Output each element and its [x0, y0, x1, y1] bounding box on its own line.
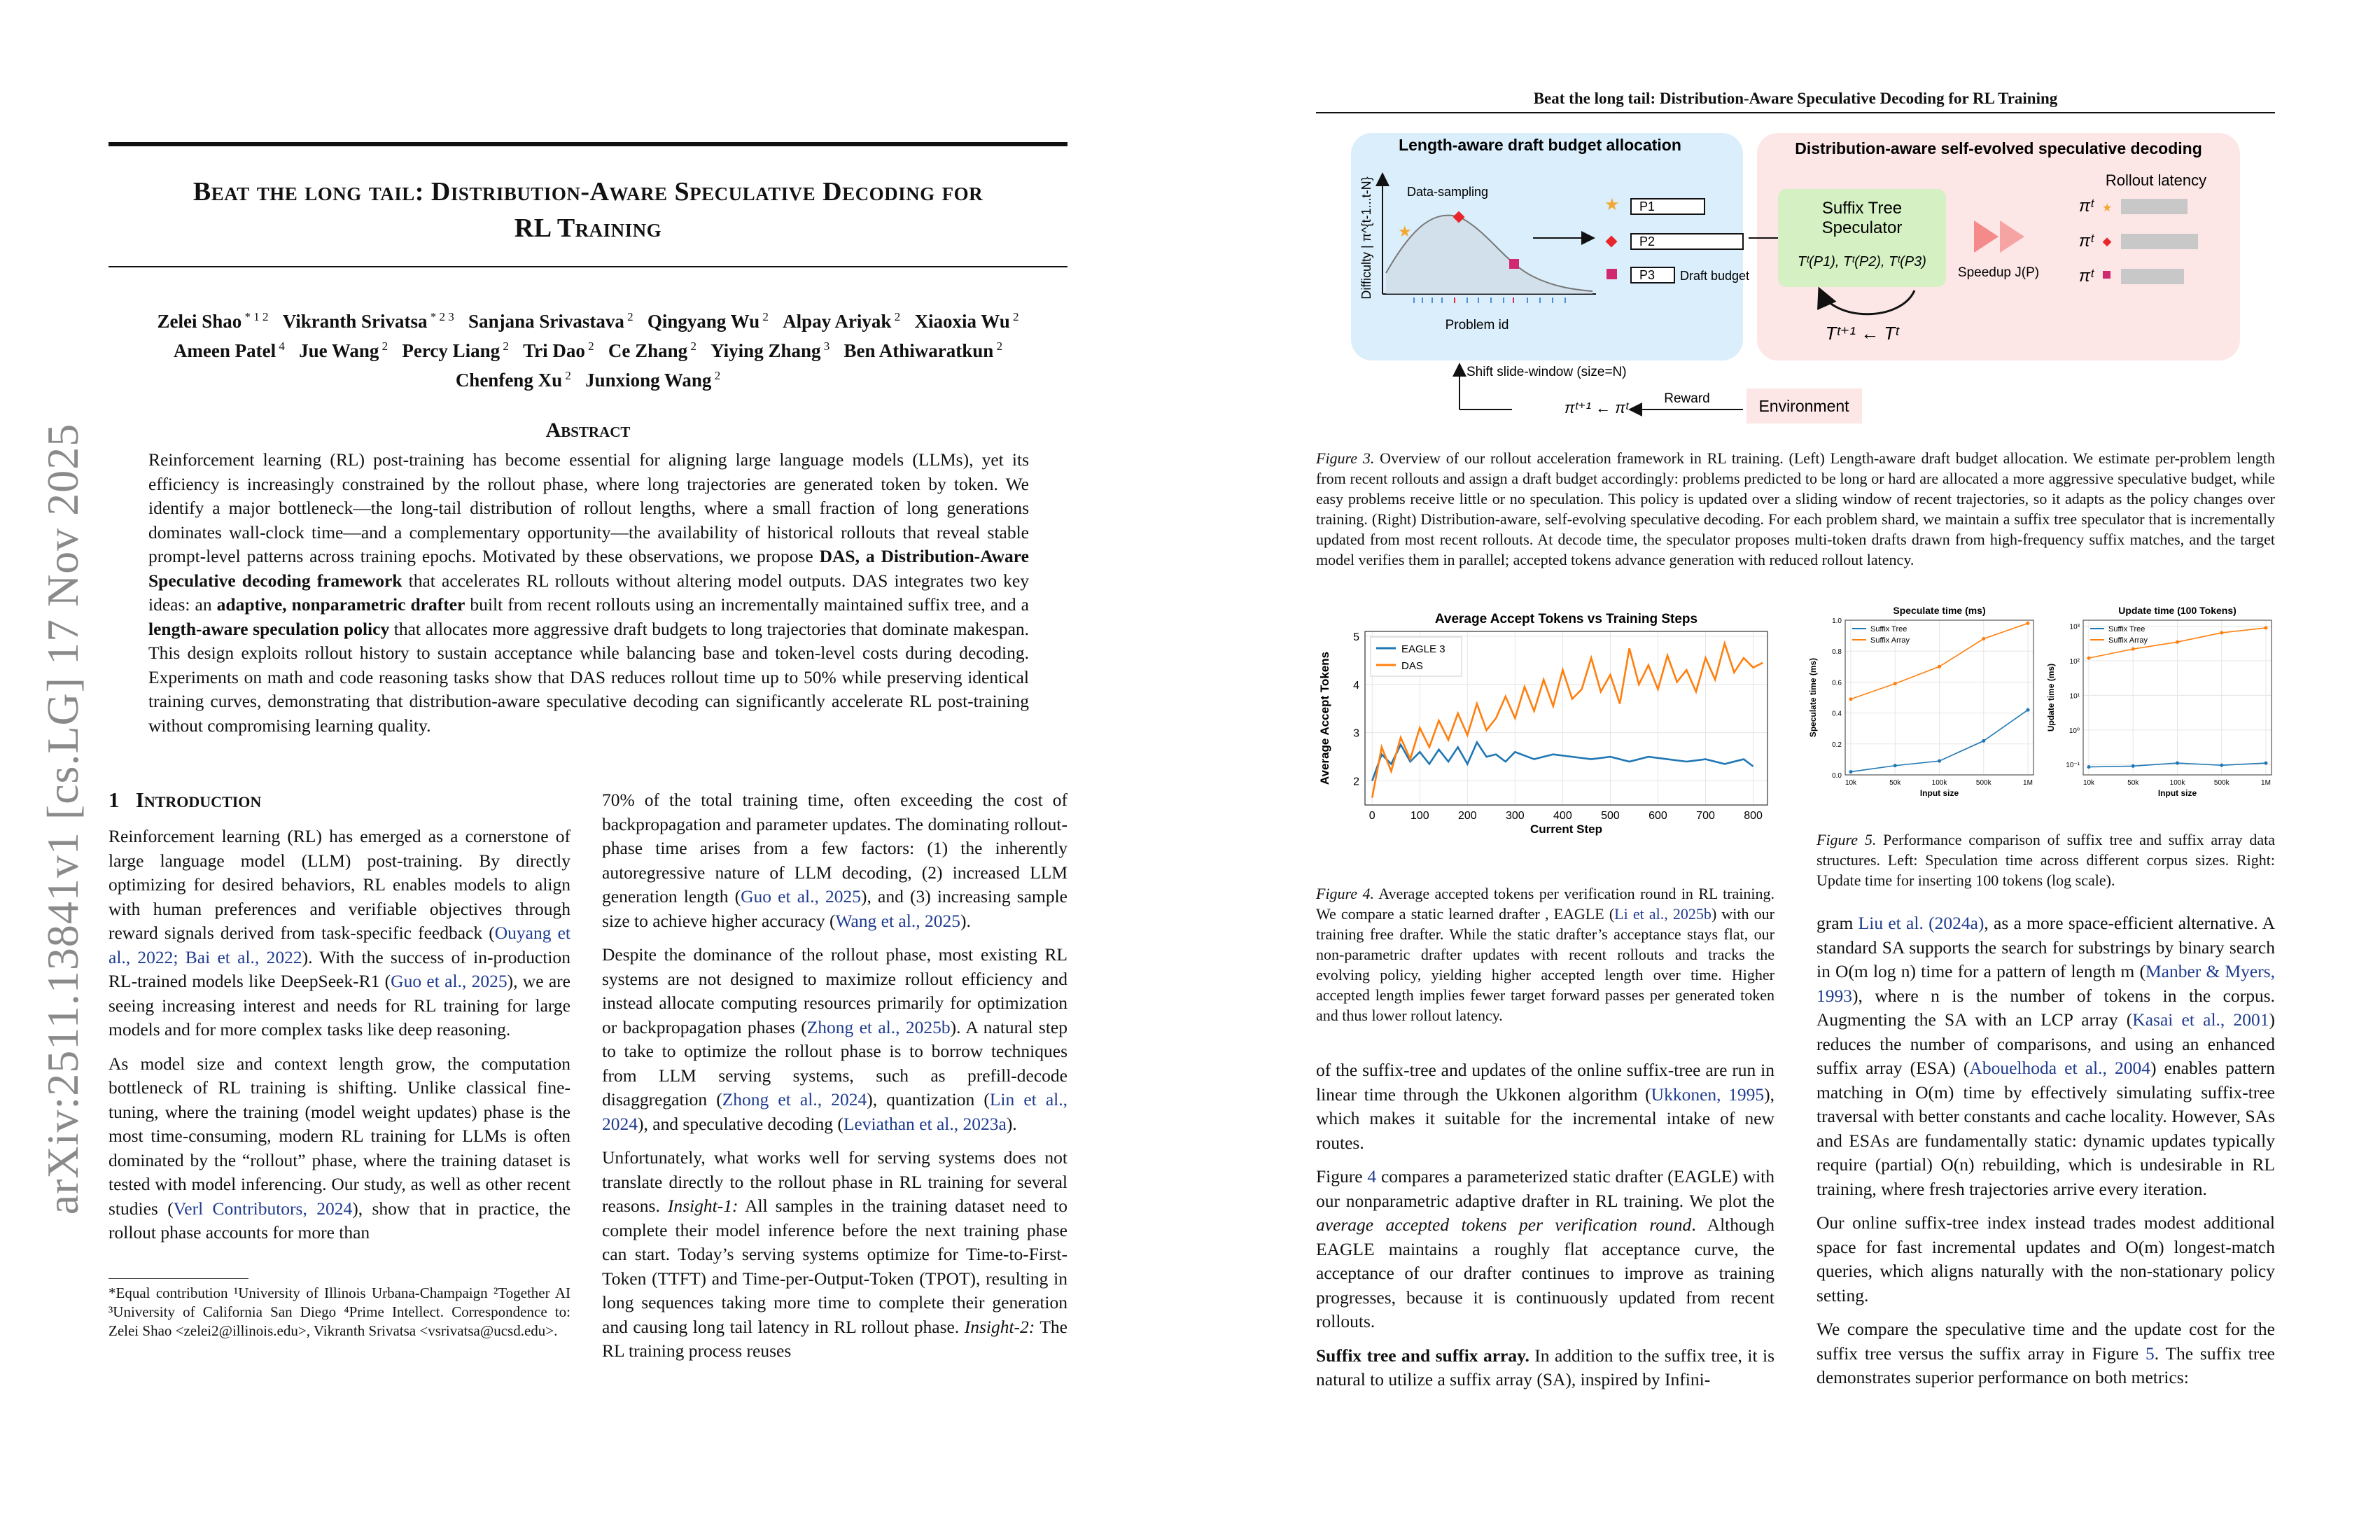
right-panel-title: Distribution-aware self-evolved speculative decoding	[1795, 139, 2202, 158]
abstract-body	[148, 448, 1029, 738]
author-affiliation: 2	[624, 310, 634, 323]
x-axis-label: Current Step	[1530, 822, 1602, 836]
y-tick-label: 2	[1353, 776, 1359, 788]
y-tick-label: 4	[1353, 679, 1359, 692]
row-p3-square-icon	[1606, 269, 1617, 279]
author-line	[133, 334, 1043, 363]
author: Sanjana Srivastava $^2$	[468, 310, 634, 332]
y-tick-label: 10⁻¹	[2066, 762, 2080, 770]
author-affiliation: 4	[276, 340, 285, 353]
y-tick-label: 0.8	[1832, 648, 1842, 657]
middle-column	[602, 788, 1068, 1373]
arxiv-stamp-text: arXiv:2511.13841v1 [cs.LG] 17 Nov 2025	[38, 423, 88, 1215]
data-point	[2087, 765, 2091, 769]
paper-title	[108, 174, 1068, 246]
author: Chenfeng Xu $^2$	[455, 369, 571, 391]
figure-5-ref[interactable]: 5	[2145, 1343, 2155, 1364]
x-tick-label: 500	[1601, 810, 1620, 822]
tree-update-label: Tᵗ⁺¹ ← Tᵗ	[1825, 323, 1899, 344]
pi-p2-label: πᵗ	[2079, 232, 2094, 251]
figure-4-label: Figure 4.	[1316, 885, 1374, 902]
figure-3-caption	[1316, 448, 2275, 570]
author: Yiying Zhang $^3$	[710, 340, 830, 361]
running-header: Beat the long tail: Distribution-Aware Speculative Decoding for RL Training	[1533, 90, 2058, 107]
figure-4-ref[interactable]: 4	[1367, 1166, 1377, 1186]
mid-paragraph-2: Despite the dominance of the rollout phase, most existing RL systems are not designed to maximize rollout efficiency and instead allocate computing resources primarily for optimization or backpropagation phases (Zhong et al., 2025b). A natural step to take to optimize the rollout phase is to borrow techniques from LLM serving systems, such as prefill-decode disaggregation (Zhong et al., 2024), quantization (Lin et al., 2024), and speculative decoding (Leviathan et al., 2023a).	[602, 944, 1068, 1134]
figure-3-diagram	[1330, 126, 2261, 427]
speculator-title-1: Suffix Tree	[1821, 199, 1903, 218]
author-affiliation: 2	[993, 340, 1003, 353]
reward-label: Reward	[1664, 391, 1710, 406]
author: Tri Dao $^2$	[523, 340, 594, 361]
author-affiliation: 2	[1009, 310, 1019, 323]
p1-label: P1	[1639, 200, 1656, 214]
abstract-bold-1: DAS, a Distribution-Aware Speculative decoding framework	[148, 546, 1029, 591]
author-line	[133, 304, 1043, 334]
data-point	[2176, 640, 2179, 644]
mid-paragraph-3: Unfortunately, what works well for serving systems does not translate directly to the rollout phase in RL training for several reasons. Insight-1: All samples in the training dataset need to complete their model inference before the next training phase can start. Today’s serving systems optimize for Time-to-First-Token (TTFT) and Time-per-Output-Token (TPOT), resulting in long sequences taking more time to complete their generation and causing long tail latency in RL rollout phase. Insight-2: The RL training process reuses	[602, 1147, 1068, 1361]
citation-lin[interactable]: Lin et al., 2024	[602, 1089, 1068, 1134]
figure-5-left-chart	[1806, 603, 2040, 803]
data-point	[1893, 764, 1897, 767]
figure-3-caption-text: Overview of our rollout acceleration framework in RL training. (Left) Length-aware draft budget allocation. We estimate per-problem length from recent rollouts and assign a draft budget accordingly: problems predicted to be long or hard are allocated a more aggressive speculative budget, while easy problems receive little or no speculation. This policy is updated over a sliding window of recent trajectories, so it adapts as the policy changes over training. (Right) Distribution-aware, self-evolving speculative decoding. For each problem shard, we maintain a suffix tree speculator that is incrementally updated from most recent rollouts. At decode time, the speculator proposes multi-token drafts drawn from high-frequency suffix matches, and the target model verifies them in parallel; accepted tokens advance generation with reduced rollout latency.	[1316, 449, 2276, 568]
data-point	[1849, 770, 1853, 774]
intro-heading-number: 1	[108, 788, 120, 812]
speculator-sets: Tᵗ(P1), Tᵗ(P2), Tᵗ(P3)	[1798, 254, 1926, 270]
latency-bar-p3	[2121, 269, 2184, 284]
author-affiliation: 2	[760, 310, 769, 323]
y-tick-label: 0.6	[1832, 679, 1842, 687]
x-tick-label: 700	[1696, 810, 1715, 822]
title-bottom-rule	[108, 266, 1068, 267]
pi-p3-square-icon	[2103, 271, 2110, 279]
mid-paragraph-1: 70% of the total training time, often exceeding the cost of backpropagation and parameter updates. The dominating rollout-phase time arises from a few factors: (1) the inherently autoregressive nature of LLM decoding, (2) increased LLM generation length (Guo et al., 2025), and (3) increasing sample size to achieve higher accuracy (Wang et al., 2025).	[602, 790, 1068, 931]
figure-5-caption	[1816, 830, 2275, 890]
x-tick-label: 300	[1505, 810, 1525, 822]
legend-label: EAGLE 3	[1401, 643, 1446, 655]
difficulty-axis-label: Difficulty | π^{t-1...t-N}	[1359, 176, 1373, 300]
citation-kasai[interactable]: Kasai et al., 2001	[2132, 1009, 2269, 1030]
title-line-2: RL Training	[514, 214, 662, 243]
rollout-latency-label: Rollout latency	[2105, 172, 2207, 189]
x-axis-label: Input size	[2157, 788, 2197, 798]
x-tick-label: 400	[1553, 810, 1572, 822]
citation-guo-2[interactable]: Guo et al., 2025	[741, 886, 862, 906]
author-line	[133, 363, 1043, 393]
y-axis-label: Average Accept Tokens	[1318, 651, 1331, 785]
data-point	[2220, 631, 2223, 634]
y-tick-label: 0.4	[1832, 710, 1842, 718]
intro-paragraph-1: Reinforcement learning (RL) has emerged as a cornerstone of large language model (LLM) post-training. By directly optimizing for desired behaviors, RL enables models to align with human preferences and verifiable objectives through reward signals derived from task-specific feedback (Ouyang et al., 2022; Bai et al., 2022). With the success of in-production RL-trained models like DeepSeek-R1 (Guo et al., 2025), we are seeing increasing interest and needs for RL training for large models and for more complex tasks like deep reasoning.	[108, 826, 571, 1040]
y-tick-label: 10¹	[2069, 692, 2080, 701]
y-tick-label: 0.2	[1832, 741, 1842, 749]
x-tick-label: 50k	[1889, 779, 1901, 787]
arxiv-stamp	[21, 423, 105, 1215]
abstract-heading: Abstract	[545, 419, 631, 442]
author-affiliation: 2	[500, 340, 509, 353]
legend-label: Suffix Array	[1870, 636, 1910, 645]
left-panel-title: Length-aware draft budget allocation	[1399, 136, 1681, 154]
citation-li[interactable]: Li et al., 2025b	[1614, 905, 1712, 923]
figure-4-chart	[1316, 609, 1774, 840]
x-tick-label: 10k	[2082, 779, 2095, 787]
data-point	[2087, 657, 2091, 660]
citation-guo[interactable]: Guo et al., 2025	[391, 971, 507, 991]
x-tick-label: 500k	[1975, 779, 1991, 787]
right-b-paragraph-1: gram Liu et al. (2024a), as a more space-efficient alternative. A standard SA supports the search for substrings by binary search in O(m log n) time for a pattern of length m (Manber & Myers, 1993), where n is the number of tokens in the corpus. Augmenting the SA with an LCP array (Kasai et al., 2001) reduces the number of comparisons, and using an enhanced suffix array (ESA) (Abouelhoda et al., 2004) enables pattern matching in O(m) time by effectively simulating suffix-tree traversal with better constants and cache locality. However, SAs and ESAs are fundamentally static: dynamic updates typically require (partial) O(n) rebuilding, which is undesirable in RL training, where fresh trajectories arrive every iteration.	[1816, 913, 2275, 1199]
citation-zhong-2024[interactable]: Zhong et al., 2024	[722, 1089, 867, 1110]
data-point	[2264, 762, 2268, 765]
data-point	[1938, 665, 1941, 668]
suffix-heading: Suffix tree and suffix array.	[1316, 1345, 1530, 1366]
data-point	[2176, 762, 2179, 765]
data-point	[1938, 760, 1941, 763]
x-tick-label: 1M	[2023, 779, 2033, 787]
p3-label: P3	[1639, 268, 1656, 282]
intro-heading	[108, 788, 261, 813]
figure-3-label: Figure 3.	[1316, 449, 1375, 467]
x-tick-label: 100k	[1931, 779, 1947, 787]
citation-manber[interactable]: Manber & Myers, 1993	[1816, 961, 2275, 1006]
title-top-rule	[108, 142, 1068, 146]
author-affiliation: * 1 2	[241, 310, 269, 323]
latency-bar-p2	[2121, 234, 2198, 249]
y-tick-label: 10²	[2069, 658, 2080, 666]
author-affiliation: 3	[820, 340, 830, 353]
intro-paragraph-2: As model size and context length grow, the computation bottleneck of RL training is shifting. Unlike classical fine-tuning, where the training (model weight updates) phase is the most time-consuming, modern RL training for LLMs is often dominated by the “rollout” phase, where the training dataset is tested with model inferencing. Our study, as well as other recent studies (Verl Contributors, 2024), show that in practice, the rollout phase accounts for more than	[108, 1053, 571, 1242]
x-tick-label: 0	[1368, 810, 1376, 822]
abstract-bold-3: length-aware speculation policy	[148, 618, 390, 639]
chart-title: Speculate time (ms)	[1893, 605, 1986, 616]
figure-5-caption-text: Performance comparison of suffix tree and suffix array data structures. Left: Speculation time across different corpus sizes. Right: Update time for inserting 100 tokens (log scale).	[1816, 831, 2275, 889]
abstract-text-3: built from recent rollouts using an incrementally maintained suffix tree, and a	[465, 594, 1029, 615]
y-tick-label: 10³	[2069, 623, 2080, 631]
citation-leviathan[interactable]: Leviathan et al., 2023a	[843, 1113, 1007, 1134]
data-point	[1982, 637, 1985, 640]
pi-p1-star-icon: ★	[2102, 202, 2113, 214]
citation-abouelhoda[interactable]: Abouelhoda et al., 2004	[1969, 1058, 2150, 1078]
citation-zhong-2025b[interactable]: Zhong et al., 2025b	[806, 1016, 951, 1037]
x-tick-label: 500k	[2213, 779, 2230, 787]
data-point	[2132, 648, 2135, 651]
y-tick-label: 0.0	[1832, 772, 1842, 780]
author-affiliation: 2	[584, 340, 594, 353]
x-tick-label: 100k	[2169, 779, 2185, 787]
p2-label: P2	[1639, 234, 1656, 248]
speedup-label: Speedup J(P)	[1957, 265, 2040, 280]
y-axis-label: Update time (ms)	[2046, 663, 2056, 732]
author: Jue Wang $^2$	[299, 340, 388, 361]
author: Junxiong Wang $^2$	[585, 369, 721, 391]
shift-window-label: Shift slide-window (size=N)	[1466, 365, 1627, 379]
problem-id-label: Problem id	[1445, 318, 1509, 332]
y-tick-label: 5	[1353, 631, 1359, 643]
author-affiliation: 2	[379, 340, 388, 353]
citation-verl[interactable]: Verl Contributors, 2024	[173, 1198, 353, 1219]
legend-label: Suffix Tree	[2108, 625, 2146, 634]
citation-wang[interactable]: Wang et al., 2025	[835, 910, 960, 931]
right-a-paragraph-2: Figure 4 compares a parameterized static drafter (EAGLE) with our nonparametric adaptive drafter in RL training. We plot the average accepted tokens per verification round. Although EAGLE maintains a roughly flat acceptance curve, the acceptance of our drafter continues to improve as training progresses, because it is continuously updated from recent rollouts.	[1316, 1166, 1774, 1331]
data-point	[2132, 764, 2135, 768]
data-point	[1849, 697, 1853, 701]
citation-ukkonen[interactable]: Ukkonen, 1995	[1651, 1084, 1765, 1105]
citation-liu[interactable]: Liu et al. (2024a)	[1858, 913, 1984, 933]
right-b-paragraph-2: Our online suffix-tree index instead trades modest additional space for fast incremental updates and O(m) longest-match queries, which aligns naturally with the non-stationary policy setting.	[1816, 1212, 2275, 1306]
chart-title: Update time (100 Tokens)	[2118, 605, 2236, 616]
environment-label: Environment	[1758, 397, 1849, 415]
left-column	[108, 825, 570, 1255]
x-tick-label: 1M	[2261, 779, 2271, 787]
data-point	[2026, 708, 2030, 712]
x-tick-label: 50k	[2127, 779, 2139, 787]
author-list	[133, 304, 1043, 393]
author: Xiaoxia Wu $^2$	[914, 310, 1019, 332]
abstract-text-2: that accelerates RL rollouts without altering model outputs. DAS integrates two key ideas: an	[148, 570, 1029, 615]
policy-update-label: πᵗ⁺¹ ← πᵗ	[1564, 399, 1629, 416]
author-affiliation: 2	[891, 310, 901, 323]
data-point	[2220, 764, 2223, 767]
footnote-rule	[108, 1278, 248, 1279]
speculator-title-2: Speculator	[1821, 218, 1903, 237]
data-point	[1982, 739, 1985, 743]
pi-p3-label: πᵗ	[2079, 267, 2094, 286]
header-rule	[1316, 112, 2275, 113]
x-tick-label: 100	[1410, 810, 1429, 822]
x-tick-label: 800	[1744, 810, 1763, 822]
row-p1-star-icon: ★	[1604, 195, 1620, 214]
figure-5-right-chart	[2044, 603, 2278, 803]
data-point	[2264, 626, 2268, 629]
y-tick-label: 3	[1353, 727, 1359, 740]
abstract-text-4: that allocates more aggressive draft budgets to long trajectories that dominate makespan. This design exploits rollout history to sustain acceptance while balancing base and token-level costs during decoding. Experiments on math and code reasoning tasks show that DAS reduces rollout time up to 50% while preserving identical training curves, demonstrating that distribution-aware speculative decoding can significantly accelerate RL post-training without compromising learning quality.	[148, 618, 1030, 736]
author: Ben Athiwaratkun $^2$	[844, 340, 1003, 361]
abstract-text-1: Reinforcement learning (RL) post-training has become essential for aligning large language models (LLMs), yet its efficiency is increasingly constrained by the rollout phase, where long trajectories are generated token by token. We identify a major bottleneck—the long-tail distribution of rollout lengths, where a small fraction of long generations dominates wall-clock time—and a complementary opportunity—the availability of historical rollouts that reveal stable prompt-level patterns across training epochs. Motivated by these observations, we propose	[148, 449, 1029, 566]
author-affiliation: 2	[562, 369, 571, 382]
chart-title: Average Accept Tokens vs Training Steps	[1434, 612, 1698, 626]
right-b-paragraph-3: We compare the speculative time and the update cost for the suffix tree versus the suffix array in Figure 5. The suffix tree demonstrates superior performance on both metrics:	[1816, 1319, 2275, 1387]
y-tick-label: 1.0	[1832, 617, 1842, 625]
author-affiliation: * 2 3	[427, 310, 454, 323]
p1-star-icon: ★	[1398, 223, 1412, 240]
footnote: *Equal contribution ¹University of Illinois Urbana-Champaign ²Together AI ³University of California San Diego ⁴Prime Intellect. Correspondence to: Zelei Shao <zelei2@illinois.edu>, Vikranth Srivatsa <vsrivatsa@ucsd.edu>.	[108, 1284, 570, 1339]
author-affiliation: 2	[711, 369, 721, 382]
data-point	[2026, 622, 2030, 625]
x-tick-label: 200	[1457, 810, 1477, 822]
data-sampling-label: Data-sampling	[1407, 185, 1489, 199]
intro-heading-text: Introduction	[135, 788, 262, 812]
author: Alpay Ariyak $^2$	[783, 310, 901, 332]
x-axis-label: Input size	[1919, 788, 1959, 798]
figure-4-caption: Figure 4. Average accepted tokens per verification round in RL training. We compare a static learned drafter , EAGLE (Li et al., 2025b) with our training free drafter. While the static drafter’s acceptance stays flat, our non-parametric drafter updates with recent rollouts and tracks the evolving policy, yielding higher accepted length over time. Higher accepted length implies fewer target forward passes per generated token and thus lower rollout latency.	[1316, 885, 1775, 1024]
right-a-paragraph-1: of the suffix-tree and updates of the online suffix-tree are run in linear time through the Ukkonen algorithm (Ukkonen, 1995), which makes it suitable for the incremental intake of new routes.	[1316, 1060, 1775, 1153]
right-a-paragraph-3: Suffix tree and suffix array. In addition to the suffix tree, it is natural to utilize a suffix array (SA), inspired by Infini-	[1316, 1345, 1774, 1390]
right-column-a	[1316, 1058, 1774, 1402]
y-tick-label: 10⁰	[2068, 727, 2080, 735]
title-line-1: Beat the long tail: Distribution-Aware Speculative Decoding for	[192, 177, 983, 206]
author: Ce Zhang $^2$	[608, 340, 696, 361]
p3-square-icon	[1509, 259, 1519, 269]
author: Zelei Shao $^{* 1 2}$	[157, 310, 269, 332]
pi-p1-label: πᵗ	[2079, 197, 2094, 216]
draft-budget-label: Draft budget	[1680, 269, 1750, 283]
author: Qingyang Wu $^2$	[647, 310, 769, 332]
figure-5-label: Figure 5.	[1816, 831, 1877, 848]
legend-label: Suffix Tree	[1870, 625, 1907, 634]
abstract-bold-2: adaptive, nonparametric drafter	[216, 594, 465, 615]
legend-label: Suffix Array	[2108, 636, 2148, 645]
y-axis-label: Speculate time (ms)	[1808, 657, 1818, 738]
x-tick-label: 10k	[1844, 779, 1857, 787]
author-affiliation: 2	[687, 340, 696, 353]
author: Vikranth Srivatsa $^{* 2 3}$	[282, 310, 454, 332]
author: Percy Liang $^2$	[402, 340, 509, 361]
right-column-b	[1816, 911, 2275, 1400]
legend-label: DAS	[1401, 660, 1423, 672]
x-tick-label: 600	[1648, 810, 1667, 822]
citation-ouyang-bai[interactable]: Ouyang et al., 2022; Bai et al., 2022	[108, 923, 571, 967]
author: Ameen Patel $^4$	[173, 340, 285, 361]
data-point	[1893, 682, 1897, 685]
latency-bar-p1	[2121, 199, 2188, 214]
